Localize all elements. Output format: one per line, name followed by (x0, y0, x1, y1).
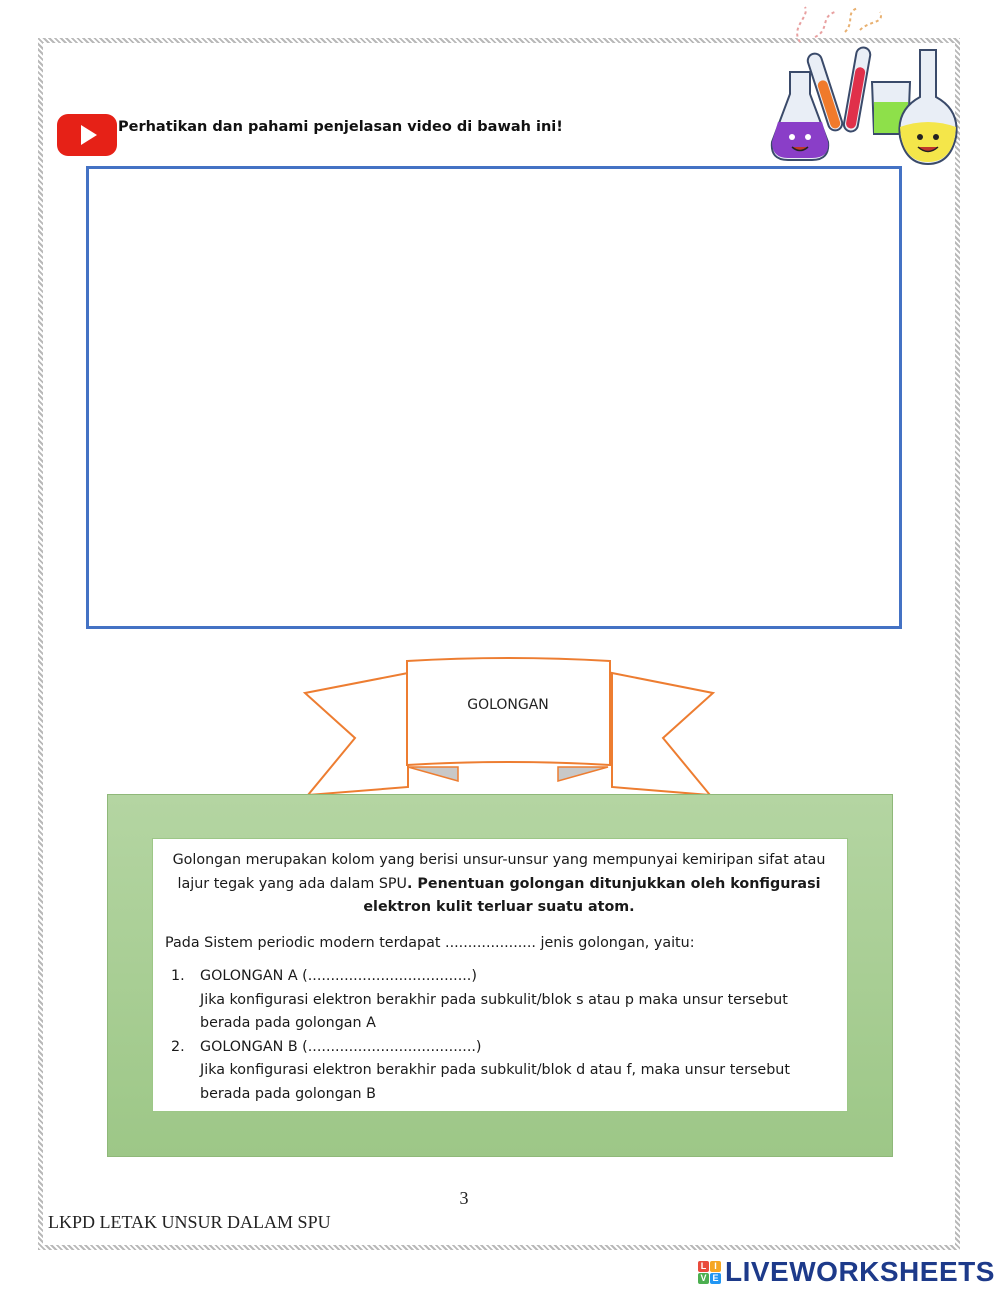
list-number: 1. (171, 968, 185, 984)
document-title: LKPD LETAK UNSUR DALAM SPU (48, 1212, 331, 1232)
content-card (152, 838, 848, 1112)
logo-grid-icon (698, 1261, 721, 1284)
page-number: 3 (459, 1188, 469, 1208)
liveworksheets-logo[interactable] (698, 1257, 995, 1287)
logo-letter: E (710, 1273, 721, 1284)
banner-ribbon (300, 655, 720, 800)
list-number: 2. (171, 1038, 185, 1055)
video-instruction: Perhatikan dan pahami penjelasan video di bawah ini! (118, 119, 563, 135)
types-question: Pada Sistem periodic modern terdapat .................... jenis golongan, yaitu: (165, 934, 695, 951)
logo-wordmark: LIVEWORKSHEETS (725, 1256, 995, 1287)
list-item-desc: Jika konfigurasi elektron berakhir pada subkulit/blok s atau p maka unsur tersebut berada pada golongan A (200, 991, 788, 1031)
logo-letter: I (710, 1261, 721, 1272)
youtube-play-icon (56, 112, 118, 158)
definition-bold: . Penentuan golongan ditunjukkan oleh konfigurasi elektron kulit terluar suatu atom. (363, 875, 821, 915)
definition-plain: Golongan merupakan kolom yang berisi unsur-unsur yang mempunyai kemiripan sifat atau lajur tegak yang ada dalam SPU (172, 852, 826, 892)
video-embed-frame[interactable] (86, 166, 902, 629)
list-item (165, 1036, 833, 1107)
chemistry-flasks-icon (760, 2, 965, 167)
list-item-title: GOLONGAN B (.....................................) (200, 1038, 482, 1055)
list-item-title: GOLONGAN A (....................................) (200, 968, 477, 984)
list-item-desc: Jika konfigurasi elektron berakhir pada subkulit/blok d atau f, maka unsur tersebut berada pada golongan B (200, 1062, 790, 1102)
logo-letter: V (698, 1273, 709, 1284)
logo-letter: L (698, 1261, 709, 1272)
list-item (165, 965, 833, 1036)
banner-title: GOLONGAN (467, 697, 549, 713)
group-list (165, 965, 833, 1106)
definition-text (165, 849, 833, 920)
